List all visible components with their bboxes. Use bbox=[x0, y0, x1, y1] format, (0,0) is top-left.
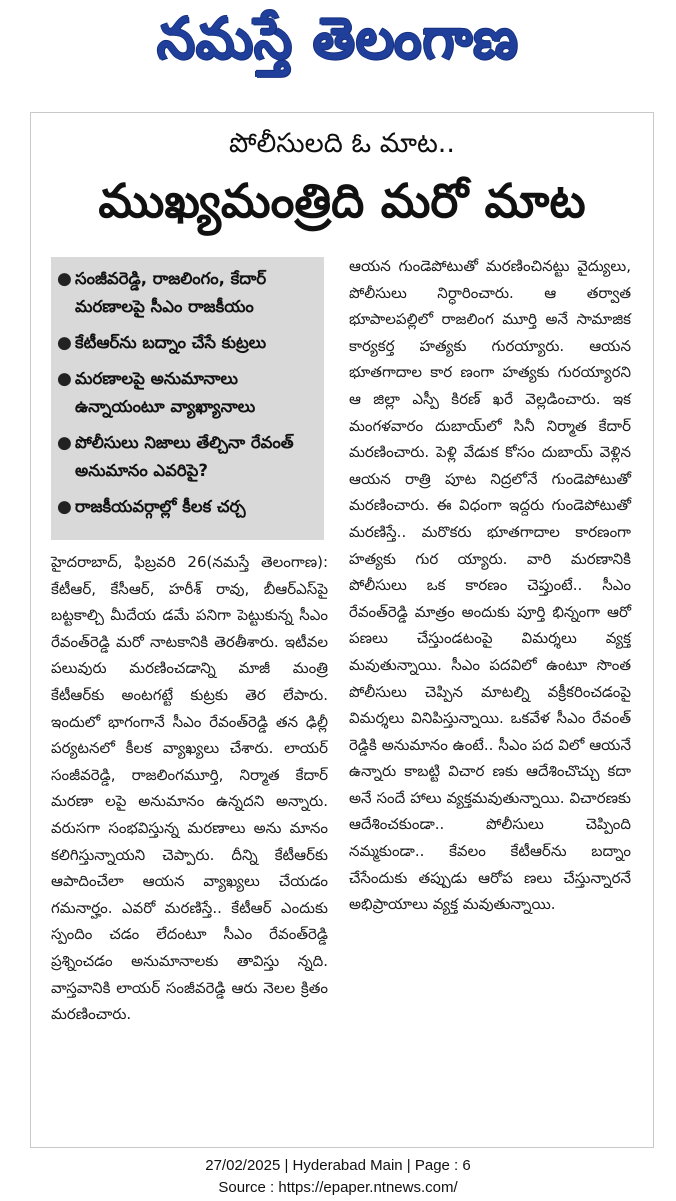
page-footer bbox=[0, 1155, 676, 1199]
bullet-icon: ● bbox=[57, 333, 72, 353]
article-column-right bbox=[349, 253, 631, 918]
bullet-icon: ● bbox=[57, 269, 72, 289]
highlights-box bbox=[51, 257, 324, 540]
highlight-text: సంజీవరెడ్డి, రాజలింగం, కేదార్ మరణాలపై సీఎం రాజకీయం bbox=[75, 269, 267, 316]
bullet-icon: ● bbox=[57, 433, 72, 453]
highlight-text: కేటీఆర్‌ను బద్నాం చేసే కుట్రలు bbox=[75, 333, 267, 352]
edition-info: 27/02/2025 | Hyderabad Main | Page : 6 bbox=[205, 1157, 471, 1174]
bullet-icon: ● bbox=[57, 369, 72, 389]
headline-kicker: పోలీసులది ఓ మాట.. bbox=[229, 128, 455, 159]
highlight-text: మరణాలపై అనుమానాలు ఉన్నాయంటూ వ్యాఖ్యానాలు bbox=[75, 369, 256, 416]
source-link[interactable]: Source : https://epaper.ntnews.com/ bbox=[218, 1179, 458, 1196]
headline-main: ముఖ్యమంత్రిది మరో మాట bbox=[98, 174, 586, 229]
masthead bbox=[0, 0, 676, 88]
article-column-left bbox=[51, 549, 328, 1028]
highlight-item bbox=[57, 329, 318, 357]
highlight-item bbox=[57, 429, 318, 485]
highlight-text: రాజకీయవర్గాల్లో కీలక చర్చ bbox=[75, 497, 246, 516]
highlight-text: పోలీసులు నిజాలు తేల్చినా రేవంత్ అనుమానం ఎవరిపై? bbox=[75, 433, 294, 480]
highlight-item bbox=[57, 265, 318, 321]
article-body-right: ఆయన గుండెపోటుతో మరణించినట్టు వైద్యులు, పోలీసులు నిర్ధారించారు. ఆ తర్వాత భూపాలపల్లిలో రాజలింగ మూర్తి అనే సామాజిక కార్యకర్త హత్యకు గురయ్యారు. ఆయన భూతగాదాల కార ణంగా హత్యకు గురయ్యారని ఆ జిల్లా ఎస్పీ కిరణ్ ఖరే వెల్లడించారు. ఇక మంగళవారం దుబాయ్‌లో సినీ నిర్మాత కేదార్ మరణించారు. పెళ్లి వేడుక కోసం దుబాయ్ వెళ్లిన ఆయన రాత్రి పూట నిద్రలోనే గుండెపోటుతో మరణించారు. ఈ విధంగా ఇద్దరు గుండెపోటుతో మరణిస్తే.. మరొకరు భూతగాదాల కారణంగా హత్యకు గుర య్యారు. వారి మరణానికి పోలీసులు ఒక కారణం చెప్తుంటే.. సీఎం రేవంత్‌రెడ్డి మాత్రం అందుకు పూర్తి భిన్నంగా ఆరో పణలు చేస్తుండటంపై విమర్శలు వ్యక్త మవుతున్నాయి. సీఎం పదవిలో ఉంటూ సొంత పోలీసులు చెప్పిన మాటల్ని వక్రీకరించడంపై విమర్శలు వినిపిస్తున్నాయి. ఒకవేళ సీఎం రేవంత్ రెడ్డికి అనుమానం ఉంటే.. సీఎం పద విలో ఆయనే ఉన్నారు కాబట్టి విచార ణకు ఆదేశించొచ్చు కదా అనే సందే హాలు వ్యక్తమవుతున్నాయి. విచారణకు ఆదేశించకుండా.. పోలీసులు చెప్పింది నమ్మకుండా.. కేవలం కేటీఆర్‌ను బద్నాం చేసేందుకు తప్పుడు ఆరోప ణలు చేస్తున్నారనే అభిప్రాయాలు వ్యక్త మవుతున్నాయి. bbox=[349, 257, 631, 914]
article-body-left: హైదరాబాద్, ఫిబ్రవరి 26(నమస్తే తెలంగాణ): కేటీఆర్, కేసీఆర్, హరీశ్ రావు, బీఆర్‌ఎస్‌పై బట్టకాల్చి మీదేయ డమే పనిగా పెట్టుకున్న సీఎం రేవంత్‌రెడ్డి మరో నాటకానికి తెరతీశారు. ఇటీవల పలువురు మరణించడాన్ని మాజీ మంత్రి కేటీఆర్‌కు అంటగట్టే కుట్రకు తెర లేపారు. ఇందులో భాగంగానే సీఎం రేవంత్‌రెడ్డి తన ఢిల్లీ పర్యటనలో కీలక వ్యాఖ్యలు చేశారు. లాయర్ సంజీవరెడ్డి, రాజలింగమూర్తి, నిర్మాత కేదార్ మరణా లపై అనుమానం ఉన్నదని అన్నారు. వరుసగా సంభవిస్తున్న మరణాలు అను మానం కలిగిస్తున్నాయని చెప్పారు. దీన్ని కేటీఆర్‌కు ఆపాదించేలా ఆయన వ్యాఖ్యలు చేయడం గమనార్హం. ఎవరో మరణిస్తే.. కేటీఆర్ ఎందుకు స్పందిం చడం లేదంటూ సీఎం రేవంత్‌రెడ్డి ప్రశ్నించడం అనుమానాలకు తావిస్తు న్నది. వాస్తవానికి లాయర్ సంజీవరెడ్డి ఆరు నెలల క్రితం మరణించారు. bbox=[51, 553, 328, 1024]
bullet-icon: ● bbox=[57, 497, 72, 517]
highlight-item bbox=[57, 365, 318, 421]
highlight-item bbox=[57, 493, 318, 521]
article bbox=[30, 112, 654, 1148]
newspaper-logo: నమస్తే తెలంగాణ bbox=[157, 5, 519, 72]
